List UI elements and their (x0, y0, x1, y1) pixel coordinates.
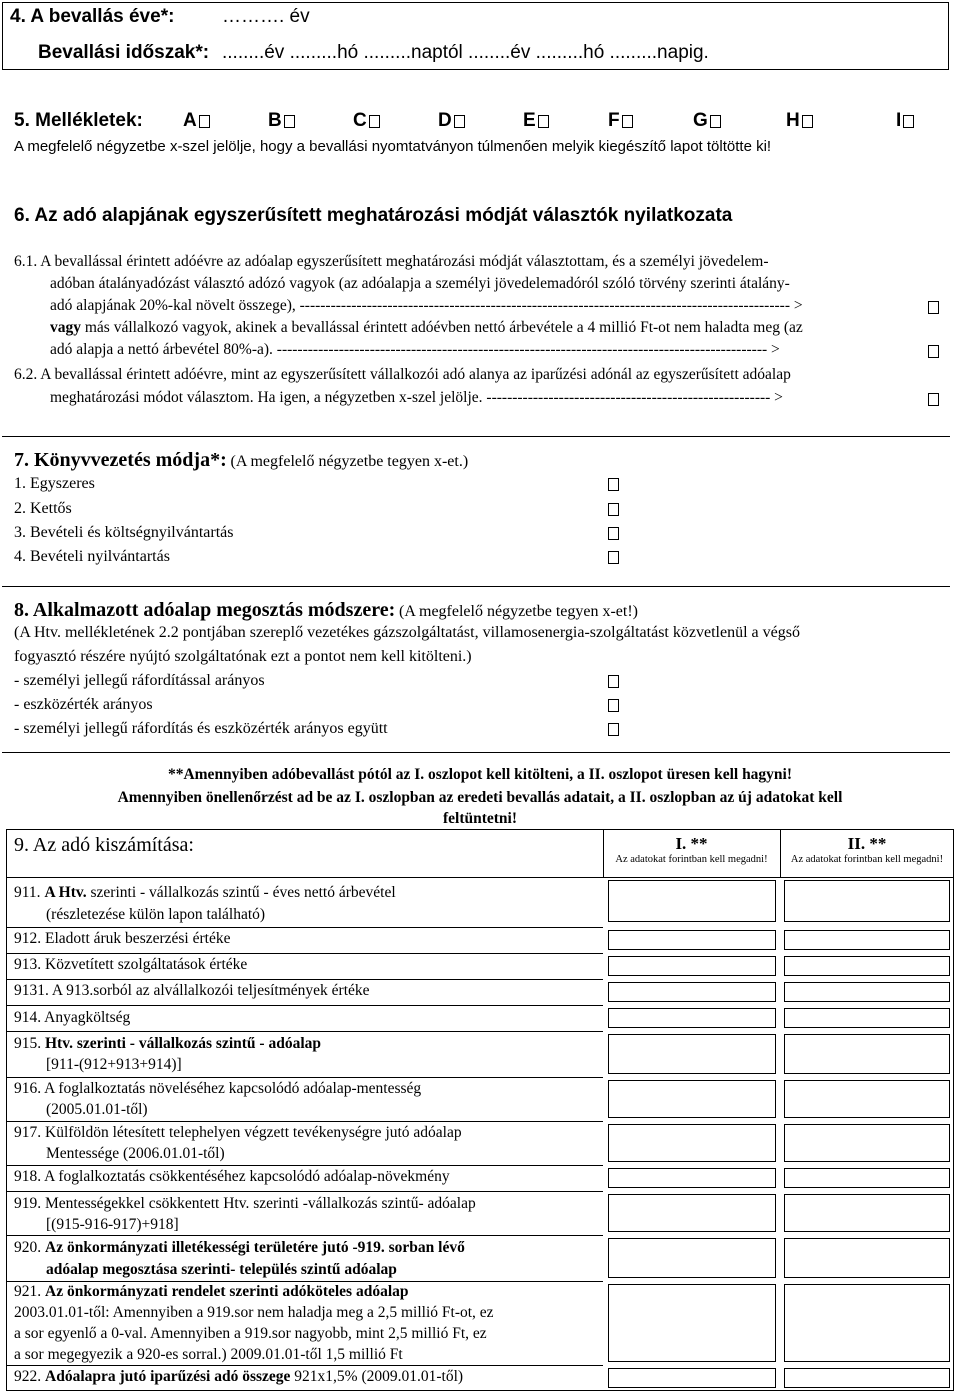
section-8-title: 8. Alkalmazott adóalap megosztás módszere: (14, 599, 396, 621)
row-line (6, 953, 603, 954)
p61-line2: adóban átalányadózást választó adózó vagyok (az adóalapja a személyi jövedelemadóról szóló törvény szerinti átalány- (50, 275, 790, 292)
split-checkbox-3[interactable] (608, 723, 619, 736)
row-919-col-2[interactable] (784, 1194, 950, 1232)
row-914-col-2[interactable] (784, 1008, 950, 1028)
col-1-note: Az adatokat forintban kell megadni! (615, 854, 768, 865)
row-9131-label: 9131. A 913.sorból az alvállalkozói teljesítmények értéke (14, 982, 370, 999)
p62-line2: meghatározási módot választom. Ha igen, a négyzetben x-szel jelölje. ------------------------------------------------------- > (50, 389, 783, 406)
row-922-col-2[interactable] (784, 1368, 950, 1388)
split-option-3: - személyi jellegű ráfordítás és eszközérték arányos együtt (14, 720, 388, 737)
row-line (6, 979, 603, 980)
bookkeeping-checkbox-1[interactable] (608, 478, 619, 491)
row-918-col-1[interactable] (608, 1168, 776, 1188)
row-917-label: 917. Külföldön létesített telephelyen végzett tevékenységre jutó adóalap (14, 1124, 462, 1141)
p61-line1: 6.1. A bevallással érintett adóévre az adóalap egyszerűsített meghatározási módját választottam, és a személyi jövedelem- (14, 253, 769, 270)
row-921-line3: a sor egyenlő a 0-val. Amennyiben a 919.sor nagyobb, mint 2,5 millió Ft, ez (14, 1325, 487, 1342)
section-4-label: 4. A bevallás éve*: (10, 6, 175, 27)
row-912-col-1[interactable] (608, 930, 776, 950)
notice-line-1: **Amennyiben adóbevallást pótól az I. oszlopot kell kitölteni, a II. oszlopot üresen kell hagyni! (167, 766, 793, 783)
period-field[interactable]: ........év .........hó .........naptól ........év .........hó .........napig. (222, 42, 709, 63)
row-line (6, 1281, 603, 1282)
row-917-sub: Mentessége (2006.01.01-től) (46, 1145, 225, 1162)
row-916-sub: (2005.01.01-től) (46, 1101, 148, 1118)
notice-line-2: Amennyiben önellenőrzést ad be az I. oszlopban az eredeti bevallás adatait, a II. oszlopban az új adatokat kell (117, 789, 843, 806)
p62-line1: 6.2. A bevallással érintett adóévre, mint az egyszerűsített vállalkozói adó alanya az iparűzési adónál az egyszerűsített adóalap (14, 366, 791, 383)
row-916-col-2[interactable] (784, 1080, 950, 1118)
p61-checkbox-a[interactable] (928, 301, 939, 314)
notice-line-3: feltüntetni! (442, 810, 518, 827)
bookkeeping-option-3: 3. Bevételi és költségnyilvántartás (14, 524, 234, 541)
row-922-label: 922. Adóalapra jutó iparűzési adó összege 921x1,5% (2009.01.01-től) (14, 1368, 464, 1385)
row-line (6, 1005, 603, 1006)
row-914-col-1[interactable] (608, 1008, 776, 1028)
section-8-subtitle: (A megfelelő négyzetbe tegyen x-et!) (399, 603, 638, 620)
attachment-i[interactable]: I (896, 110, 914, 132)
section-7-title: 7. Könyvvezetés módja*: (14, 449, 227, 471)
row-921-line2: 2003.01.01-től: Amennyiben a 919.sor nem haladja meg a 2,5 millió Ft-ot, ez (14, 1304, 494, 1321)
split-option-2: - eszközérték arányos (14, 696, 153, 713)
row-911-label: 911. A Htv. szerinti - vállalkozás szintű - éves nettó árbevétel (14, 884, 396, 901)
row-line (6, 1235, 603, 1236)
row-919-col-1[interactable] (608, 1194, 776, 1232)
attachment-e[interactable]: E (523, 110, 549, 132)
split-checkbox-2[interactable] (608, 699, 619, 712)
attachment-c[interactable]: C (353, 110, 380, 132)
p61-vagy-line (50, 319, 803, 337)
bookkeeping-option-1: 1. Egyszeres (14, 475, 95, 492)
row-916-label: 916. A foglalkoztatás növeléséhez kapcsolódó adóalap-mentesség (14, 1080, 422, 1097)
row-line (6, 1365, 603, 1366)
row-920-col-1[interactable] (608, 1238, 776, 1278)
attachment-f[interactable]: F (608, 110, 633, 132)
row-918-label: 918. A foglalkoztatás csökkentéséhez kapcsolódó adóalap-növekmény (14, 1168, 450, 1185)
attachment-b[interactable]: B (268, 110, 295, 132)
section-5-note: A megfelelő négyzetbe x-szel jelölje, hogy a bevallási nyomtatványon túlmenően melyik kiegészítő lapot töltötte ki! (14, 138, 772, 155)
vagy-label: vagy (50, 319, 81, 336)
section-6-title: 6. Az adó alapjának egyszerűsített meghatározási módját választók nyilatkozata (14, 205, 733, 226)
bookkeeping-option-4: 4. Bevételi nyilvántartás (14, 548, 170, 565)
section-9-title: 9. Az adó kiszámítása: (14, 834, 194, 856)
attachment-a[interactable]: A (183, 110, 210, 132)
bookkeeping-option-2: 2. Kettős (14, 500, 72, 517)
row-line (6, 927, 603, 928)
section-8-note-2: fogyasztó részére nyújtó szolgáltatónak ezt a pontot nem kell kitölteni.) (14, 648, 472, 665)
row-917-col-2[interactable] (784, 1124, 950, 1162)
row-917-col-1[interactable] (608, 1124, 776, 1162)
attachment-g[interactable]: G (693, 110, 721, 132)
row-920-col-2[interactable] (784, 1238, 950, 1278)
row-922-col-1[interactable] (608, 1368, 776, 1388)
row-915-col-1[interactable] (608, 1034, 776, 1074)
section-7-subtitle: (A megfelelő négyzetbe tegyen x-et.) (230, 453, 469, 470)
row-918-col-2[interactable] (784, 1168, 950, 1188)
period-label: Bevallási időszak*: (38, 42, 210, 63)
row-921-line4: a sor megegyezik a 920-es sorral.) 2009.01.01-től 1,5 millió Ft (14, 1346, 403, 1363)
row-911-sub: (részletezése külön lapon található) (46, 906, 266, 923)
row-911-col-1[interactable] (608, 880, 776, 922)
row-921-label: 921. Az önkormányzati rendelet szerinti adóköteles adóalap (14, 1283, 409, 1300)
split-option-1: - személyi jellegű ráfordítással arányos (14, 672, 265, 689)
p61-checkbox-b[interactable] (928, 345, 939, 358)
row-line (6, 1191, 603, 1192)
col-2-note: Az adatokat forintban kell megadni! (790, 854, 944, 865)
row-913-label: 913. Közvetített szolgáltatások értéke (14, 956, 248, 973)
section-8-note-1: (A Htv. mellékletének 2.2 pontjában szereplő vezetékes gázszolgáltatást, villamosenergia-szolgáltatást közvetlenül a végső (14, 624, 800, 641)
row-919-sub: [(915-916-917)+918] (46, 1216, 179, 1233)
row-915-col-2[interactable] (784, 1034, 950, 1074)
attachment-h[interactable]: H (786, 110, 813, 132)
row-915-sub: [911-(912+913+914)] (46, 1056, 182, 1073)
p61-vagy-line2: adó alapja a nettó árbevétel 80%-a). ----------------------------------------------------------------------------------------------- > (50, 341, 780, 358)
col-1-header: I. ** (675, 834, 708, 853)
divider (2, 436, 950, 437)
divider (2, 752, 950, 753)
tax-year-field[interactable]: ………. év (222, 6, 310, 27)
row-915-label: 915. Htv. szerinti - vállalkozás szintű - adóalap (14, 1035, 321, 1052)
col-2-header: II. ** (847, 834, 887, 853)
row-9131-col-1[interactable] (608, 982, 776, 1002)
row-920-sub: adóalap megosztása szerinti- település szintű adóalap (46, 1261, 397, 1278)
p62-checkbox[interactable] (928, 393, 939, 406)
row-911-col-2[interactable] (784, 880, 950, 922)
attachment-d[interactable]: D (438, 110, 465, 132)
row-913-col-2[interactable] (784, 956, 950, 976)
row-line (6, 1031, 603, 1032)
vagy-text: más vállalkozó vagyok, akinek a bevallással érintett adóévben nettó árbevétele a 4 millió Ft-ot nem haladta meg (az (81, 319, 803, 336)
bookkeeping-checkbox-2[interactable] (608, 503, 619, 516)
bookkeeping-checkbox-4[interactable] (608, 551, 619, 564)
row-921-col-2[interactable] (784, 1284, 950, 1362)
divider (2, 586, 950, 587)
bookkeeping-checkbox-3[interactable] (608, 527, 619, 540)
row-912-label: 912. Eladott áruk beszerzési értéke (14, 930, 231, 947)
section-7-heading (14, 449, 468, 472)
row-914-label: 914. Anyagköltség (14, 1009, 131, 1026)
row-line (6, 1165, 603, 1166)
section-8-heading (14, 599, 638, 622)
row-9131-col-2[interactable] (784, 982, 950, 1002)
row-912-col-2[interactable] (784, 930, 950, 950)
row-919-label: 919. Mentességekkel csökkentett Htv. szerinti -vállalkozás szintű- adóalap (14, 1195, 476, 1212)
split-checkbox-1[interactable] (608, 675, 619, 688)
row-916-col-1[interactable] (608, 1080, 776, 1118)
row-921-col-1[interactable] (608, 1284, 776, 1362)
p61-line3: adó alapjának 20%-kal növelt összege), ----------------------------------------------------------------------------------------------- > (50, 297, 803, 314)
row-920-label: 920. Az önkormányzati illetékességi területére jutó -919. sorban lévő (14, 1239, 465, 1256)
row-line (6, 1077, 603, 1078)
header-bottom (6, 877, 954, 878)
section-5-label: 5. Mellékletek: (14, 110, 143, 131)
row-913-col-1[interactable] (608, 956, 776, 976)
row-line (6, 1121, 603, 1122)
